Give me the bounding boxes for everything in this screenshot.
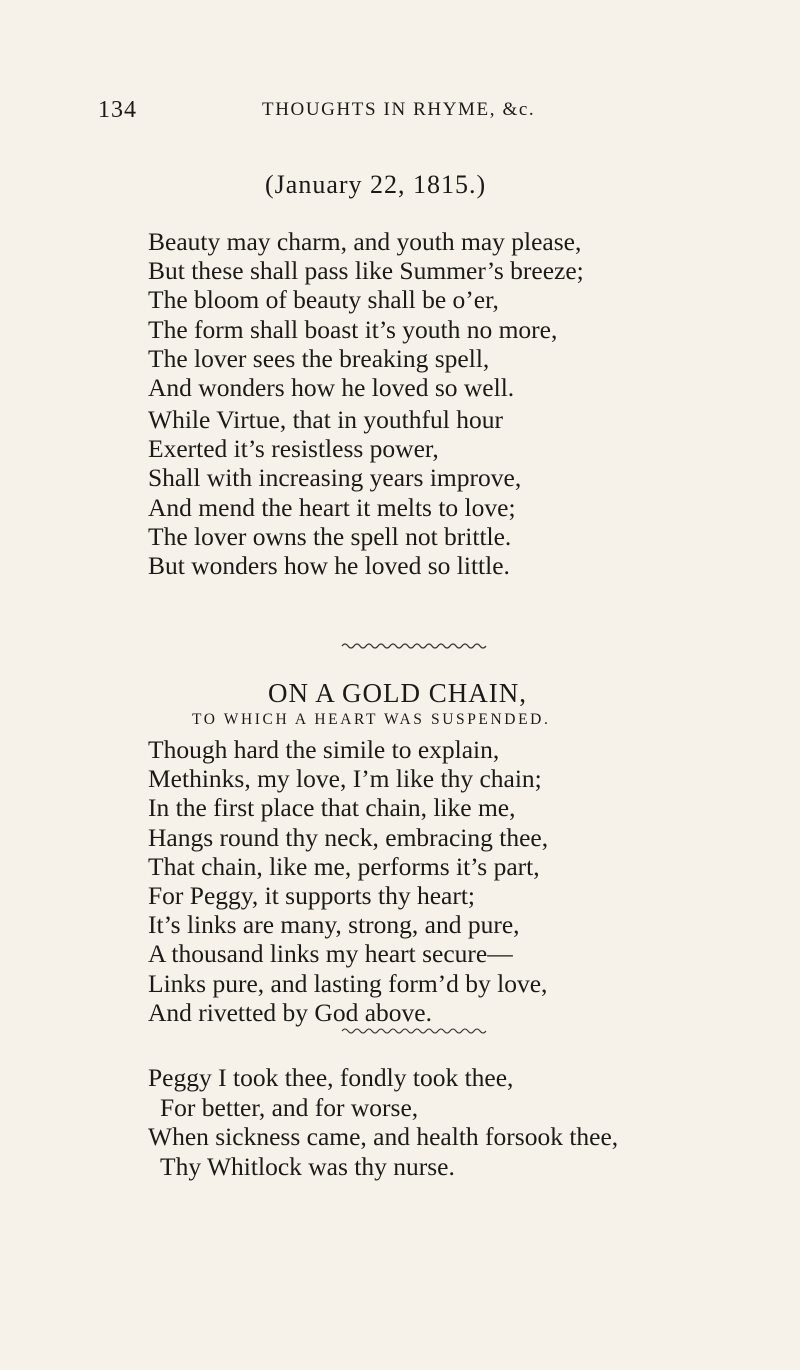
poem-line: The lover sees the breaking spell, bbox=[148, 343, 490, 373]
poem-line: A thousand links my heart secure— bbox=[148, 939, 513, 969]
poem-line: And wonders how he loved so well. bbox=[148, 372, 515, 402]
poem-line: The form shall boast it’s youth no more, bbox=[148, 314, 558, 344]
poem-line: Peggy I took thee, fondly took thee, bbox=[148, 1063, 514, 1092]
poem-line: In the first place that chain, like me, bbox=[148, 793, 516, 823]
poem-line: Thy Whitlock was thy nurse. bbox=[160, 1151, 455, 1181]
poem-subtitle: TO WHICH A HEART WAS SUSPENDED. bbox=[192, 711, 551, 728]
stanza-virtue bbox=[148, 405, 521, 580]
poem-line: The bloom of beauty shall be o’er, bbox=[148, 285, 499, 315]
poem-line: While Virtue, that in youthful hour bbox=[148, 405, 503, 434]
page-number: 134 bbox=[98, 97, 137, 123]
stanza-gold-chain bbox=[148, 735, 548, 1027]
page-header bbox=[0, 97, 800, 127]
poem-line: The lover owns the spell not brittle. bbox=[148, 521, 512, 551]
stanza-peggy bbox=[148, 1063, 618, 1181]
date-heading: (January 22, 1815.) bbox=[265, 170, 487, 199]
poem-line: For better, and for worse, bbox=[160, 1092, 419, 1122]
poem-line: Beauty may charm, and youth may please, bbox=[148, 227, 582, 256]
poem-line: That chain, like me, performs it’s part, bbox=[148, 851, 540, 881]
poem-line: Shall with increasing years improve, bbox=[148, 463, 522, 493]
poem-line: It’s links are many, strong, and pure, bbox=[148, 910, 520, 940]
poem-line: But wonders how he loved so little. bbox=[148, 550, 510, 580]
poem-line: Hangs round thy neck, embracing thee, bbox=[148, 822, 549, 852]
poem-line: Exerted it’s resistless power, bbox=[148, 434, 439, 464]
poem-line: Though hard the simile to explain, bbox=[148, 735, 500, 764]
stanza-beauty bbox=[148, 227, 584, 402]
poem-line: When sickness came, and health forsook thee, bbox=[148, 1122, 619, 1151]
poem-title: ON A GOLD CHAIN, bbox=[268, 678, 527, 708]
poem-line: And mend the heart it melts to love; bbox=[148, 492, 516, 522]
running-title: THOUGHTS IN RHYME, &c. bbox=[262, 99, 536, 120]
poem-line: For Peggy, it supports thy heart; bbox=[148, 880, 475, 910]
poem-line: Methinks, my love, I’m like thy chain; bbox=[148, 764, 542, 794]
poem-line: And rivetted by God above. bbox=[148, 997, 432, 1027]
poem-line: Links pure, and lasting form’d by love, bbox=[148, 968, 548, 998]
wavy-rule-ornament bbox=[340, 1025, 490, 1035]
poem-line: But these shall pass like Summer’s breeze; bbox=[148, 256, 584, 286]
wavy-rule-ornament bbox=[340, 640, 490, 650]
